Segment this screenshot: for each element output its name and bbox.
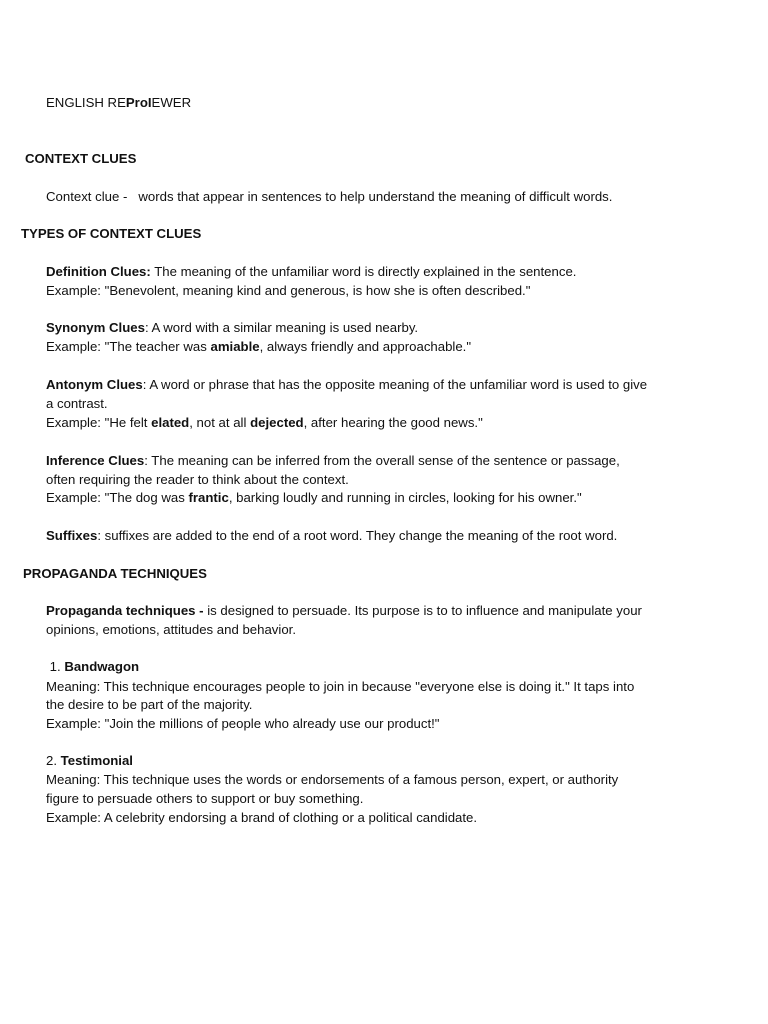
bandwagon-title-line [46,657,139,676]
definition-clues-text: The meaning of the unfamiliar word is directly explained in the sentence. [150,264,577,279]
testimonial-meaning-line-2: figure to persuade others to support or buy something. [46,791,364,806]
antonym-example-bold-2: dejected [250,415,304,430]
antonym-example-post: , after hearing the good news." [303,415,483,430]
inference-example-post: , barking loudly and running in circles, looking for his owner." [228,490,582,505]
antonym-example-mid: , not at all [189,415,251,430]
synonym-clues-line [46,318,418,337]
inference-clues-line-2: often requiring the reader to think about the context. [46,472,349,487]
antonym-clues-text: : A word or phrase that has the opposite meaning of the unfamiliar word is used to give [142,377,648,392]
inference-example-pre: Example: "The dog was [46,490,189,505]
propaganda-text: is designed to persuade. Its purpose is to to influence and manipulate your [207,603,642,618]
inference-clues-example [46,488,582,507]
bandwagon-title: Bandwagon [64,659,140,674]
bandwagon-meaning-line-2: the desire to be part of the majority. [46,697,253,712]
synonym-example-pre: Example: "The teacher was [46,339,211,354]
context-clues-heading: CONTEXT CLUES [25,151,137,166]
inference-clues-term: Inference Clues [46,453,145,468]
definition-clues-line [46,262,576,281]
inference-clues-text: : The meaning can be inferred from the overall sense of the sentence or passage, [144,453,620,468]
antonym-example-pre: Example: "He felt [46,415,152,430]
antonym-clues-line-2: a contrast. [46,396,108,411]
bandwagon-example: Example: "Join the millions of people who already use our product!" [46,716,440,731]
synonym-clues-text: : A word with a similar meaning is used nearby. [144,320,419,335]
synonym-clues-term: Synonym Clues [46,320,145,335]
antonym-clues-line [46,375,647,394]
context-clue-text: words that appear in sentences to help understand the meaning of difficult words. [138,189,613,204]
document-title [46,93,191,112]
testimonial-title-line [46,751,133,770]
inference-example-bold: frantic [188,490,229,505]
antonym-clues-example [46,413,483,432]
title-part-3: EWER [151,95,192,110]
inference-clues-line [46,451,620,470]
bandwagon-number: 1. [46,659,65,674]
propaganda-definition [46,601,642,620]
testimonial-number: 2. [46,753,61,768]
title-part-1: ENGLISH RE [46,95,126,110]
antonym-example-bold-1: elated [151,415,190,430]
title-part-2: ProI [125,95,152,110]
definition-clues-term: Definition Clues: [46,264,151,279]
testimonial-example: Example: A celebrity endorsing a brand of clothing or a political candidate. [46,810,478,825]
types-heading: TYPES OF CONTEXT CLUES [21,226,202,241]
context-clue-definition [46,187,612,206]
testimonial-meaning: Meaning: This technique uses the words or endorsements of a famous person, expert, or authority [46,772,619,787]
antonym-clues-term: Antonym Clues [46,377,143,392]
suffixes-term: Suffixes [46,528,98,543]
bandwagon-meaning: Meaning: This technique encourages people to join in because "everyone else is doing it." It taps into [46,679,635,694]
propaganda-term: Propaganda techniques - [46,603,208,618]
propaganda-heading: PROPAGANDA TECHNIQUES [23,566,207,581]
suffixes-line [46,526,617,545]
context-clue-term: Context clue - [46,189,139,204]
testimonial-title: Testimonial [60,753,133,768]
suffixes-text: : suffixes are added to the end of a root word. They change the meaning of the root word. [97,528,618,543]
synonym-example-post: , always friendly and approachable." [259,339,472,354]
propaganda-definition-line-2: opinions, emotions, attitudes and behavior. [46,622,296,637]
synonym-example-bold: amiable [210,339,260,354]
definition-clues-example: Example: "Benevolent, meaning kind and generous, is how she is often described." [46,283,531,298]
synonym-clues-example [46,337,471,356]
